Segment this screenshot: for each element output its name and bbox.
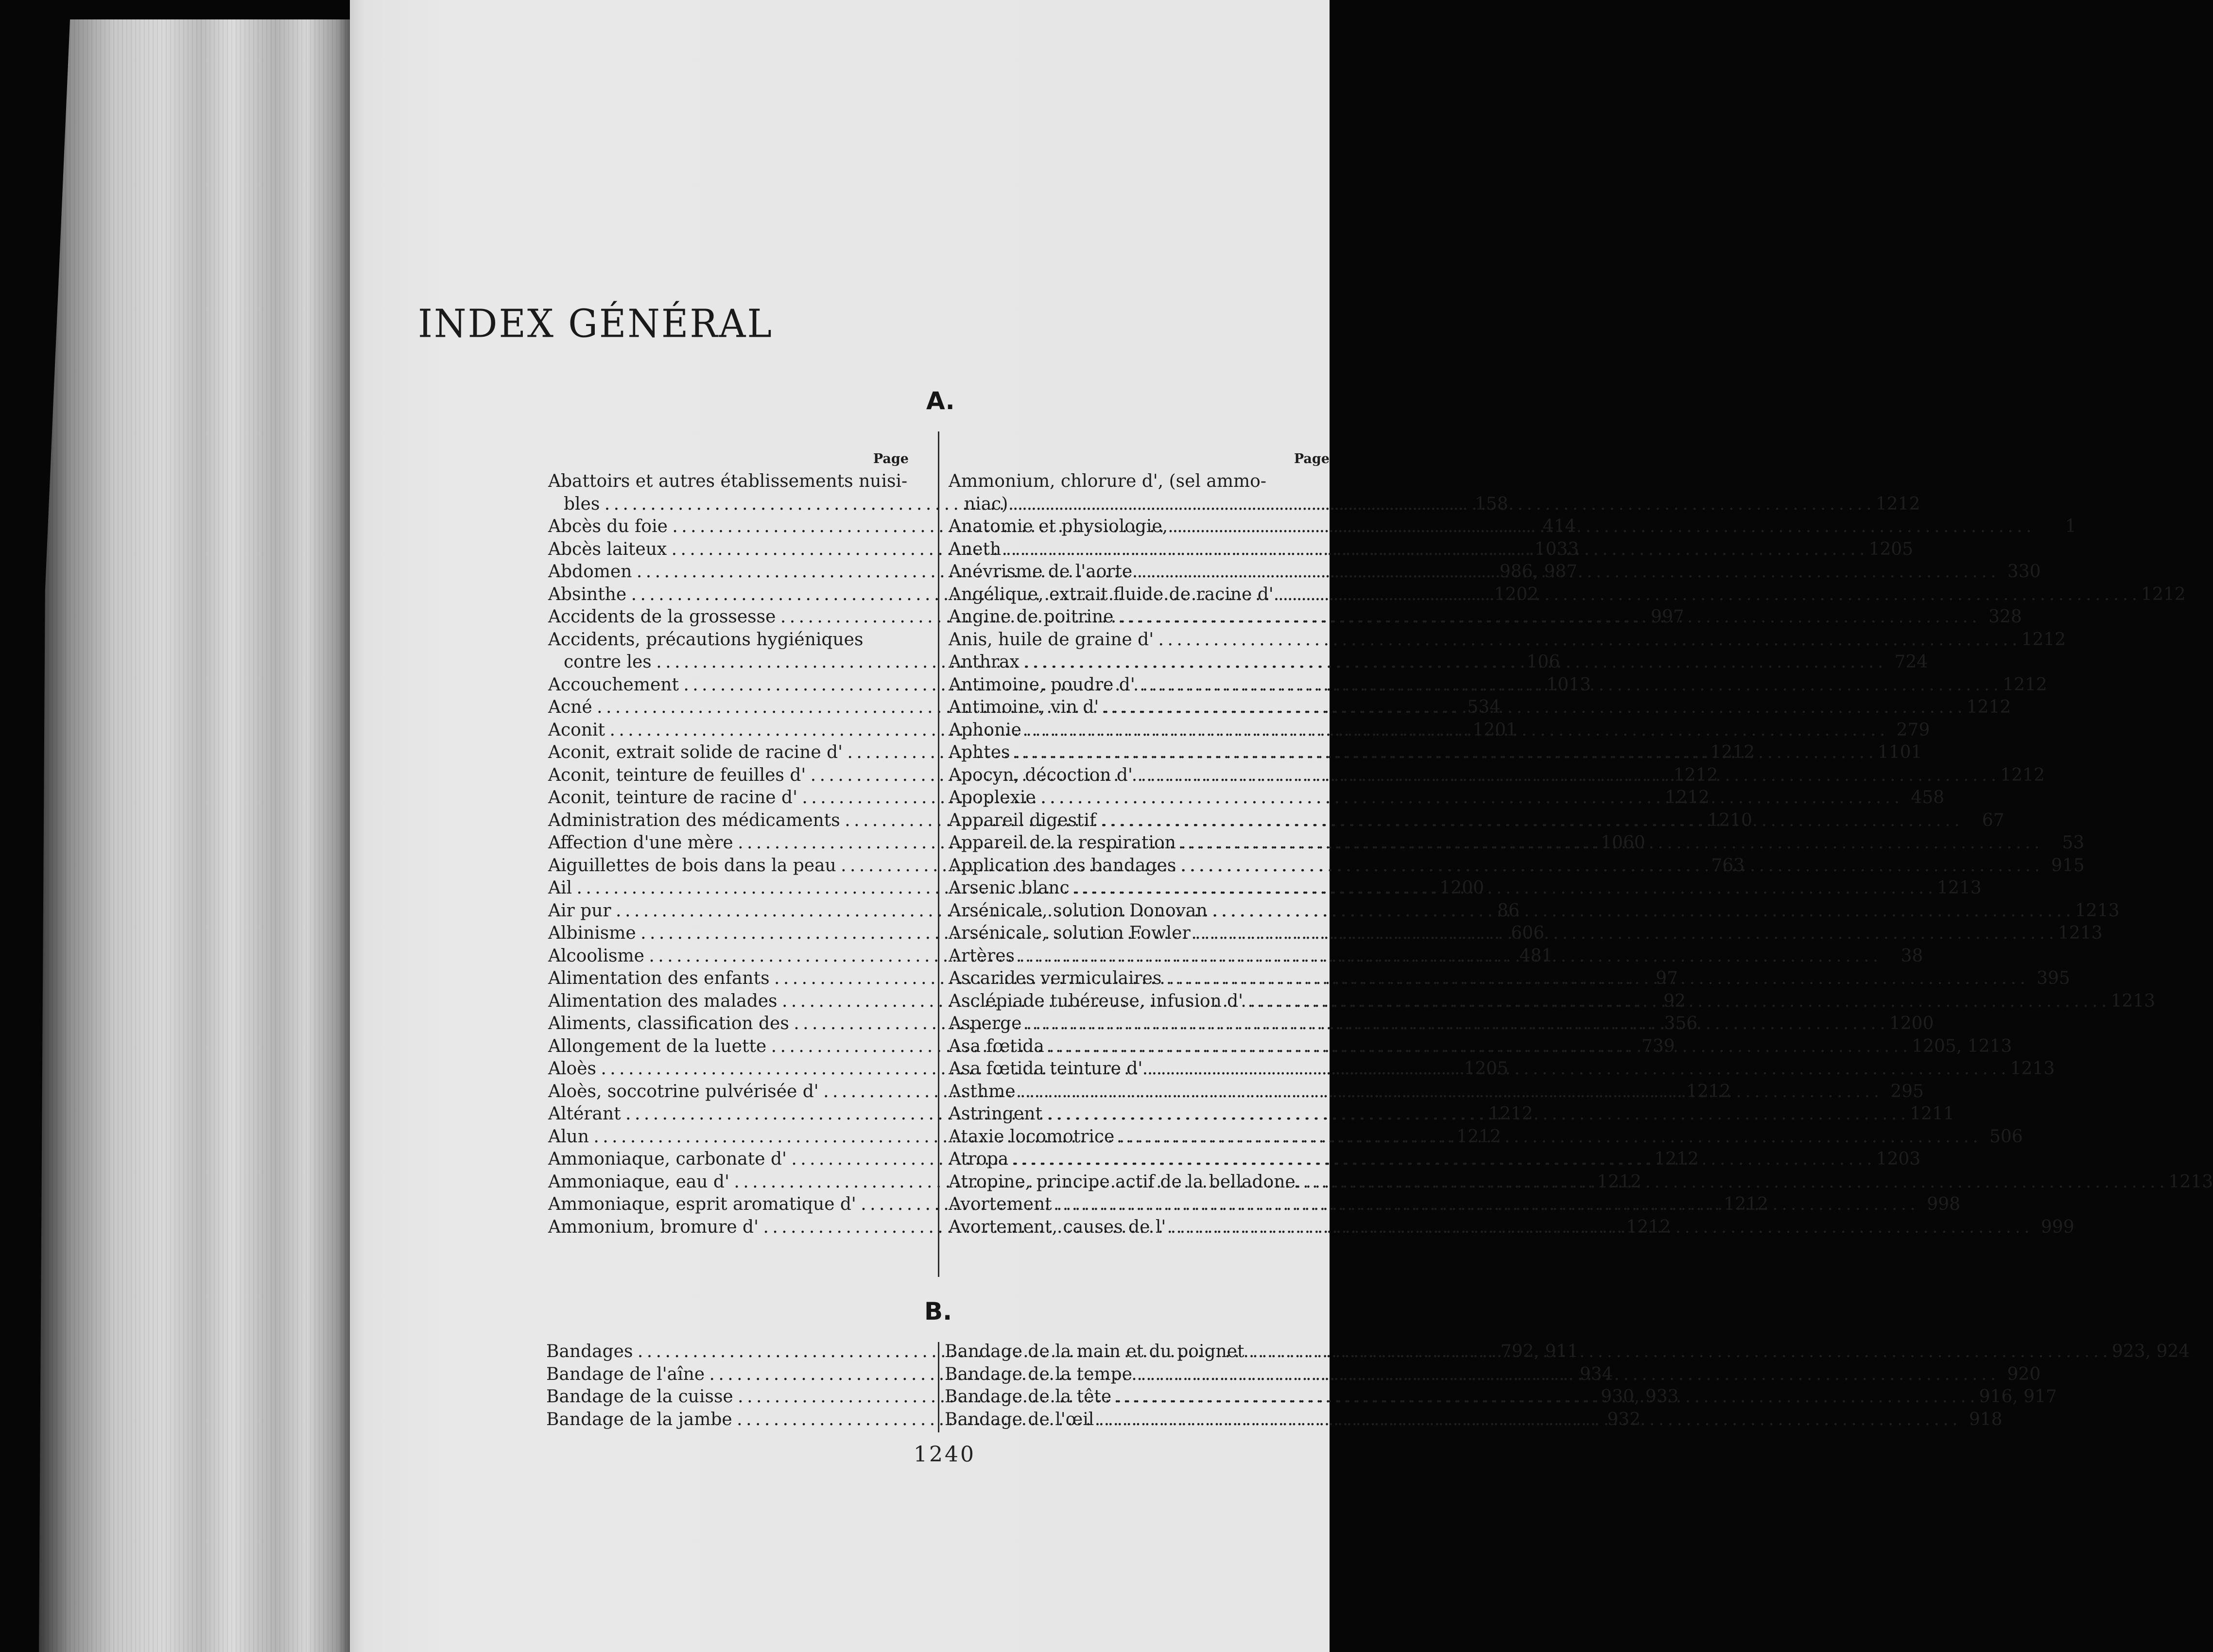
entry-page: 1212 <box>1488 1104 1533 1124</box>
entry-page: 1200 <box>1439 878 1485 898</box>
entry-page: 920 <box>2007 1364 2041 1384</box>
entry-label: Ammonium, chlorure d', (sel ammo- <box>949 471 1266 491</box>
entry-page: 506 <box>1989 1126 2023 1147</box>
entry-label: Anévrisme de l'aorte . . . <box>949 561 1995 584</box>
entry-page: 1200 <box>1889 1014 1934 1033</box>
entry-label: Aconit, extrait solide de racine d' . . . <box>548 741 1705 764</box>
entry-label: Abattoirs et autres établissements nuisi- <box>548 471 908 491</box>
entry-page: 534 <box>1467 697 1501 717</box>
entry-label: Bandage de la tête . . . <box>945 1386 1974 1409</box>
entry-page: 930, 933 <box>1601 1387 1679 1407</box>
entry-label: Abcès du foie . . . <box>548 516 1530 538</box>
entry-label: Aliments, classification des . . . <box>548 1013 1652 1035</box>
entry-label: Asa fœtida . . . <box>949 1035 1907 1058</box>
entry-label: Accidents, précautions hygiéniques <box>548 629 864 650</box>
entry-label: contre les . . . <box>548 651 1514 674</box>
entry-label: Bandage de l'œil . . . <box>945 1409 1957 1431</box>
entry-page: 97 <box>1656 968 1678 988</box>
entry-page: 1212 <box>1875 494 1920 514</box>
entry-label: Arsénicale, solution Donovan . . . <box>949 900 2070 923</box>
index-entry <box>949 764 2045 787</box>
entry-label: Aconit . . . <box>548 719 1468 742</box>
entry-label: Bandage de la main et du poignet . . . <box>945 1341 2107 1363</box>
entry-label: Antimoine, poudre d' . . . <box>949 674 1998 697</box>
entry-label: Accouchement . . . <box>548 674 1541 697</box>
entry-page: 158 <box>1474 494 1508 514</box>
entry-label: Angine de poitrine . . . <box>949 606 1976 629</box>
entry-label: Absinthe . . . <box>548 584 1489 606</box>
entry-label: Allongement de la luette . . . <box>548 1035 1629 1058</box>
entry-page: 356 <box>1664 1014 1698 1033</box>
entry-page: 792, 911 <box>1500 1342 1579 1361</box>
entry-label: Aphtes . . . <box>949 741 1873 764</box>
entry-label: Apoplexie . . . <box>949 787 1899 809</box>
entry-page: 1212 <box>1665 788 1710 808</box>
entry-page: 1210 <box>1708 810 1752 830</box>
entry-page: 1013 <box>1546 674 1591 695</box>
entry-page: 1212 <box>1686 1081 1731 1101</box>
entry-page: 1213 <box>2010 1059 2055 1079</box>
entry-label: Anis, huile de graine d' . . . <box>949 629 2016 652</box>
entry-label: Alun . . . <box>548 1126 1452 1149</box>
entry-page: 1212 <box>1966 697 2011 717</box>
section-letter-b: B. <box>924 1297 952 1325</box>
entry-page: 481 <box>1519 946 1553 966</box>
entry-label: Avortement, causes de l' . . . <box>949 1216 2029 1239</box>
entry-page: 92 <box>1663 991 1686 1011</box>
entry-label: Bandage de la tempe . . . <box>945 1363 1995 1386</box>
entry-label: Avortement . . . <box>949 1193 1915 1216</box>
entry-label: Arsénicale, solution Fowler . . . <box>949 922 2053 945</box>
entry-page: 606 <box>1511 923 1545 943</box>
entry-page: 916, 917 <box>1979 1387 2057 1407</box>
entry-page: 395 <box>2037 968 2070 988</box>
entry-label: Bandage de la jambe . . . <box>546 1409 1595 1431</box>
entry-page: 1212 <box>2141 584 2186 604</box>
entry-page: 86 <box>1497 900 1520 921</box>
entry-label: Antimoine, vin d' . . . <box>949 696 1962 719</box>
entry-page: 1212 <box>1456 1126 1501 1147</box>
entry-label: Administration des médicaments . . . <box>548 809 1703 832</box>
entry-label: Appareil digestif . . . <box>949 809 1959 832</box>
entry-label: niac) . . . <box>949 493 1871 516</box>
entry-label: Alcoolisme . . . <box>548 945 1507 968</box>
entry-page: 1212 <box>1673 765 1718 785</box>
entry-page: 997 <box>1651 607 1684 627</box>
entry-label: Arsenic blanc . . . <box>949 877 1932 900</box>
entry-label: Ammoniaque, carbonate d' . . . <box>548 1148 1649 1171</box>
book-edge <box>39 19 350 1652</box>
entry-label: Ascarides vermiculaires . . . <box>949 967 2024 990</box>
entry-page: 1101 <box>1877 742 1922 762</box>
entry-page: 328 <box>1988 607 2022 627</box>
entry-label: Aloès, soccotrine pulvérisée d' . . . <box>548 1081 1681 1103</box>
entry-label: Appareil de la respiration . . . <box>949 832 2039 855</box>
entry-label: Albinisme . . . <box>548 922 1499 945</box>
entry-page: 932 <box>1607 1409 1641 1429</box>
entry-label: Abdomen . . . <box>548 561 1495 584</box>
entry-page: 330 <box>2007 562 2041 582</box>
entry-page: 1060 <box>1601 833 1645 853</box>
entry-label: Artères . . . <box>949 945 1877 968</box>
entry-label: Application des bandages . . . <box>949 855 2039 878</box>
entry-label: Affection d'une mère . . . <box>548 832 1596 855</box>
entry-page: 739 <box>1641 1036 1675 1056</box>
entry-label: Ammoniaque, eau d' . . . <box>548 1171 1592 1194</box>
section-letter-a: A. <box>926 387 955 415</box>
column-divider <box>938 1342 939 1432</box>
entry-page: 986, 987 <box>1499 562 1578 582</box>
entry-page: 53 <box>2062 833 2085 853</box>
entry-label: Asa fœtida teinture d' . . . <box>949 1058 2006 1081</box>
entry-page: 1212 <box>2003 674 2047 695</box>
entry-label: Atropa . . . <box>949 1148 1871 1171</box>
entry-label: Aneth . . . <box>949 538 1864 561</box>
entry-label: Bandage de l'aîne . . . <box>546 1363 1567 1386</box>
entry-label: Abcès laiteux . . . <box>548 538 1530 561</box>
entry-page: 458 <box>1911 788 1945 808</box>
entry-page: 67 <box>1982 810 2005 830</box>
entry-label: Aloès . . . <box>548 1058 1459 1081</box>
entry-page: 998 <box>1927 1194 1960 1214</box>
entry-page: 1211 <box>1910 1104 1954 1124</box>
entry-page: 279 <box>1896 720 1930 740</box>
entry-page: 1205, 1213 <box>1912 1036 2012 1056</box>
entry-page: 915 <box>2051 855 2085 876</box>
entry-page: 1213 <box>1937 878 1982 898</box>
entry-label: Ammoniaque, esprit aromatique d' . . . <box>548 1193 1719 1216</box>
entry-label: Asperge . . . <box>949 1013 1885 1035</box>
entry-page: 295 <box>1890 1081 1924 1101</box>
entry-page: 1212 <box>1710 742 1755 762</box>
entry-page: 999 <box>2040 1217 2075 1237</box>
entry-label: Aphonie . . . <box>949 719 1884 742</box>
entry-page: 1212 <box>1724 1194 1768 1214</box>
entry-page: 1212 <box>1626 1217 1671 1237</box>
entry-page: 724 <box>1894 652 1928 672</box>
entry-label: Aconit, teinture de racine d' . . . <box>548 787 1660 809</box>
entry-page: 1212 <box>1654 1149 1699 1169</box>
page-column-header: Page <box>873 451 909 466</box>
entry-page: 934 <box>1579 1364 1613 1384</box>
entry-page: 1213 <box>2168 1171 2213 1192</box>
page-title: INDEX GÉNÉRAL <box>418 300 773 346</box>
entry-page: 1213 <box>2110 991 2156 1011</box>
entry-label: Atropine, principe actif de la belladone. . . . <box>949 1171 2164 1194</box>
page-column-header: Page <box>1294 451 1330 466</box>
entry-page: 923, 924 <box>2111 1342 2190 1361</box>
entry-page: 1213 <box>2058 923 2103 943</box>
entry-page: 38 <box>1901 946 1923 966</box>
index-entry <box>949 470 1330 493</box>
entry-page: 1033 <box>1534 539 1579 559</box>
entry-label: Aconit, teinture de feuilles d' . . . <box>548 764 1669 787</box>
entry-label: Apocyn, décoction d' . . . <box>949 764 1995 787</box>
entry-label: Astringent . . . <box>949 1103 1905 1126</box>
entry-label: Acné . . . <box>548 696 1455 719</box>
column-divider <box>938 431 939 1277</box>
entry-label: Ail . . . <box>548 877 1435 900</box>
entry-page: 1202 <box>1494 584 1539 604</box>
entry-label: Ataxie locomotrice . . . <box>949 1126 1977 1149</box>
entry-page: 1212 <box>2021 629 2066 650</box>
entry-page: 1205 <box>1868 539 1914 559</box>
entry-label: Asclépiade tubéreuse, infusion d' . . . <box>949 990 2106 1013</box>
entry-label: Asthme . . . <box>949 1081 1878 1103</box>
entry-page: 918 <box>1969 1409 2003 1429</box>
entry-label: Anatomie et physiologie, . . . <box>949 516 2030 538</box>
entry-page: 1203 <box>1876 1149 1921 1169</box>
entry-page: 1212 <box>2000 765 2045 785</box>
entry-page: 1205 <box>1464 1059 1508 1079</box>
index-entry <box>949 629 2066 652</box>
entry-label: Anthrax . . . <box>949 651 1882 674</box>
entry-label: Alimentation des enfants . . . <box>548 967 1632 990</box>
entry-page: 414 <box>1542 516 1576 536</box>
entry-label: Accidents de la grossesse . . . <box>548 606 1639 629</box>
page-number: 1240 <box>914 1442 976 1467</box>
entry-page: 1201 <box>1472 720 1517 740</box>
entry-label: Angélique, extrait fluide de racine d' . . . <box>949 584 2136 606</box>
entry-page: 1213 <box>2075 900 2120 921</box>
entry-label: Alimentation des malades . . . <box>548 990 1640 1013</box>
entry-label: bles . . . <box>548 493 1463 516</box>
entry-label: Aiguillettes de bois dans la peau . . . <box>548 855 1699 878</box>
entry-page: 106 <box>1526 652 1560 672</box>
entry-label: Air pur . . . <box>548 900 1474 923</box>
index-entry <box>548 470 909 493</box>
entry-page: 1 <box>2065 516 2076 536</box>
entry-page: 1212 <box>1597 1171 1642 1192</box>
index-entry <box>548 629 909 652</box>
entry-label: Ammonium, bromure d' . . . <box>548 1216 1621 1239</box>
entry-label: Altérant . . . <box>548 1103 1484 1126</box>
entry-label: Bandages . . . <box>546 1341 1496 1363</box>
entry-label: Bandage de la cuisse . . . <box>546 1386 1596 1409</box>
entry-page: 763 <box>1711 855 1745 876</box>
